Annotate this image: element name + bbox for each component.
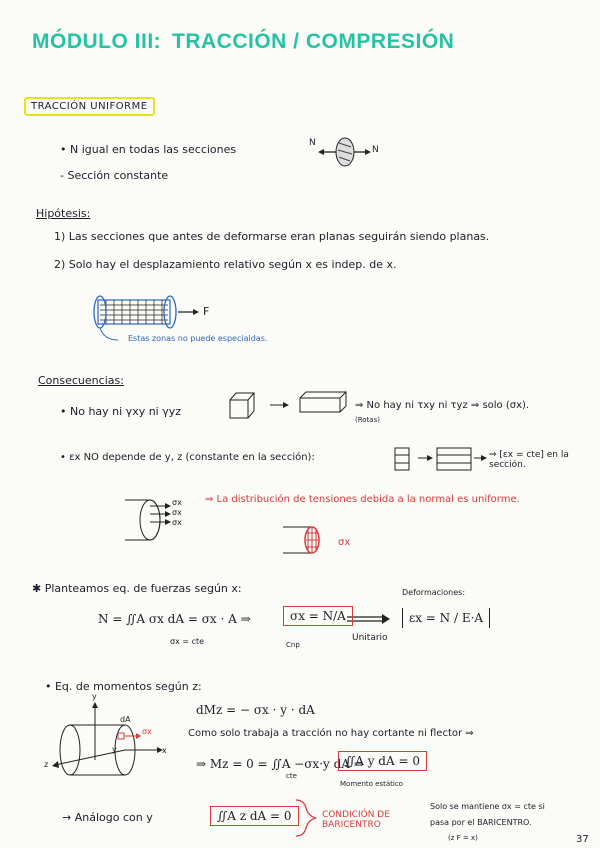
- section-label: TRACCIÓN UNIFORME: [24, 97, 155, 116]
- static-moment-label: Momento estático: [340, 780, 403, 788]
- uniform-distribution-note: ⇒ La distribución de tensiones debida a la normal es uniforme.: [205, 494, 520, 505]
- axis-label-y-arm: y: [112, 745, 117, 754]
- stress-label-3: σx: [172, 518, 182, 527]
- forces-under-equation: σx = cte: [170, 637, 205, 646]
- axis-label-x: x: [162, 746, 167, 755]
- moments-heading: • Eq. de momentos según z:: [45, 680, 202, 693]
- analog-text: → Análogo con y: [62, 811, 153, 824]
- stress-label-1: σx: [172, 498, 182, 507]
- forces-heading: ✱ Planteamos eq. de fuerzas según x:: [32, 582, 242, 595]
- barycenter-note-3: (z F = x): [448, 834, 478, 842]
- bullet-2: - Sección constante: [60, 169, 169, 182]
- deformations-label: Deformaciones:: [402, 588, 466, 597]
- consequence-line1: • No hay ni γxy ni γyz: [60, 405, 182, 418]
- box-shapes-1: [230, 392, 346, 418]
- bullet-1: • N igual en todas las secciones: [60, 143, 237, 156]
- consequences-heading: Consecuencias:: [38, 374, 124, 387]
- box-shapes-2: [395, 448, 487, 470]
- red-sigma-label: σx: [338, 537, 351, 548]
- moment-text: Como solo trabaja a tracción no hay cortante ni flector ⇒: [188, 728, 474, 739]
- stress-formula-sub: Cnp: [286, 641, 300, 649]
- axis-label-y: y: [92, 692, 97, 701]
- consequence-line2: • εx NO depende de y, z (constante en la sección):: [60, 452, 315, 463]
- moment-eq-sub: cte: [286, 772, 297, 780]
- hypotheses-heading: Hipótesis:: [36, 207, 91, 220]
- page-number: 37: [576, 834, 589, 845]
- axis-label-sigma: σx: [142, 727, 152, 736]
- red-cylinder: [283, 527, 319, 553]
- topic-title: TRACCIÓN / COMPRESIÓN: [172, 30, 455, 53]
- bar-force-label: F: [203, 305, 210, 318]
- barycenter-box: ∬A z dA = 0: [210, 806, 299, 826]
- axes-cylinder: [52, 702, 163, 775]
- module-title: MÓDULO III:: [32, 30, 162, 53]
- stress-cylinder: [125, 500, 171, 540]
- axis-label-dA: dA: [120, 715, 131, 724]
- consequence-line2-result: ⇒ [εx = cte] en la sección.: [489, 450, 569, 470]
- unitario-label: Unitario: [352, 633, 388, 643]
- static-moment-box: ∬A y dA = 0: [338, 751, 427, 771]
- forces-equation: N = ∬A σx dA = σx · A ⇒: [98, 612, 251, 626]
- consequence-line1-result: ⇒ No hay ni τxy ni τyz ⇒ solo (σx).: [355, 400, 530, 411]
- barycenter-condition: CONDICIÓN DE BARICENTRO: [322, 810, 390, 830]
- consequence-line1-sub: (Rotas): [355, 416, 380, 424]
- moment-equation: ⇒ Mz = 0 = ∬A −σx·y dA ⇒: [196, 757, 364, 771]
- bar-note: Estas zonas no puede especialdas.: [128, 334, 268, 343]
- unitario-arrow: [347, 614, 390, 624]
- moment-differential: dMz = − σx · y · dA: [196, 703, 315, 717]
- barycenter-note-1: Solo se mantiene σx = cte si: [430, 802, 545, 811]
- stress-formula-box: σx = N/A: [283, 606, 353, 626]
- deformation-formula: εx = N / E·A: [402, 608, 490, 628]
- red-annotation: [296, 800, 316, 836]
- barycenter-note-2: pasa por el BARICENTRO.: [430, 818, 532, 827]
- disc-label-right: N: [372, 145, 379, 155]
- disc-label-left: N: [309, 138, 316, 148]
- section-disc-diagram: [318, 138, 371, 166]
- hypothesis-2: 2) Solo hay el desplazamiento relativo según x es indep. de x.: [54, 258, 397, 271]
- hypothesis-1: 1) Las secciones que antes de deformarse eran planas seguirán siendo planas.: [54, 230, 490, 243]
- stress-label-2: σx: [172, 508, 182, 517]
- axis-label-z: z: [44, 760, 49, 769]
